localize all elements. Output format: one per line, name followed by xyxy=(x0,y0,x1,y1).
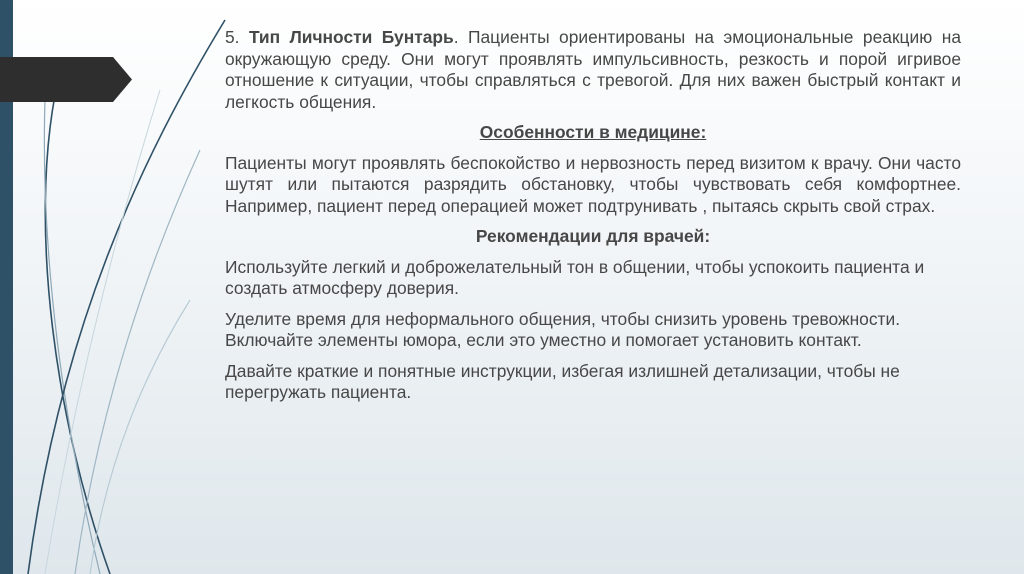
recommendation-item: Используйте легкий и доброжелательный тон в общении, чтобы успокоить пациента и создать атмосферу доверия. xyxy=(225,256,925,298)
medicine-features-heading: Особенности в медицине: xyxy=(479,122,707,142)
personality-type-title: Тип Личности Бунтарь xyxy=(248,27,454,47)
doctor-recommendations-heading: Рекомендации для врачей: xyxy=(475,226,711,246)
section-number: 5. xyxy=(225,27,240,47)
medicine-features-text: Пациенты могут проявлять беспокойство и нервозность перед визитом к врачу. Они часто шутят или пытаются разрядить обстановку, чтобы чувствовать себя комфортнее. Например, пациент перед операцией может подтрунивать , пытаясь скрыть свой страх. xyxy=(225,152,961,216)
arrow-tab-shape xyxy=(0,57,132,102)
slide-content xyxy=(225,27,961,404)
recommendation-item: Уделите время для неформального общения, чтобы снизить уровень тревожности. Включайте элементы юмора, если это уместно и помогает установить контакт. xyxy=(225,308,901,350)
intro-text: . Пациенты ориентированы на эмоциональные реакцию на окружающую среду. Они могут проявлять импульсивность, резкость и порой игривое отношение к ситуации, чтобы справляться с тревогой. Для них важен быстрый контакт и легкость общения. xyxy=(225,27,961,112)
recommendation-item: Давайте краткие и понятные инструкции, избегая излишней детализации, чтобы не перегружать пациента. xyxy=(225,360,900,402)
intro-paragraph xyxy=(225,27,961,113)
